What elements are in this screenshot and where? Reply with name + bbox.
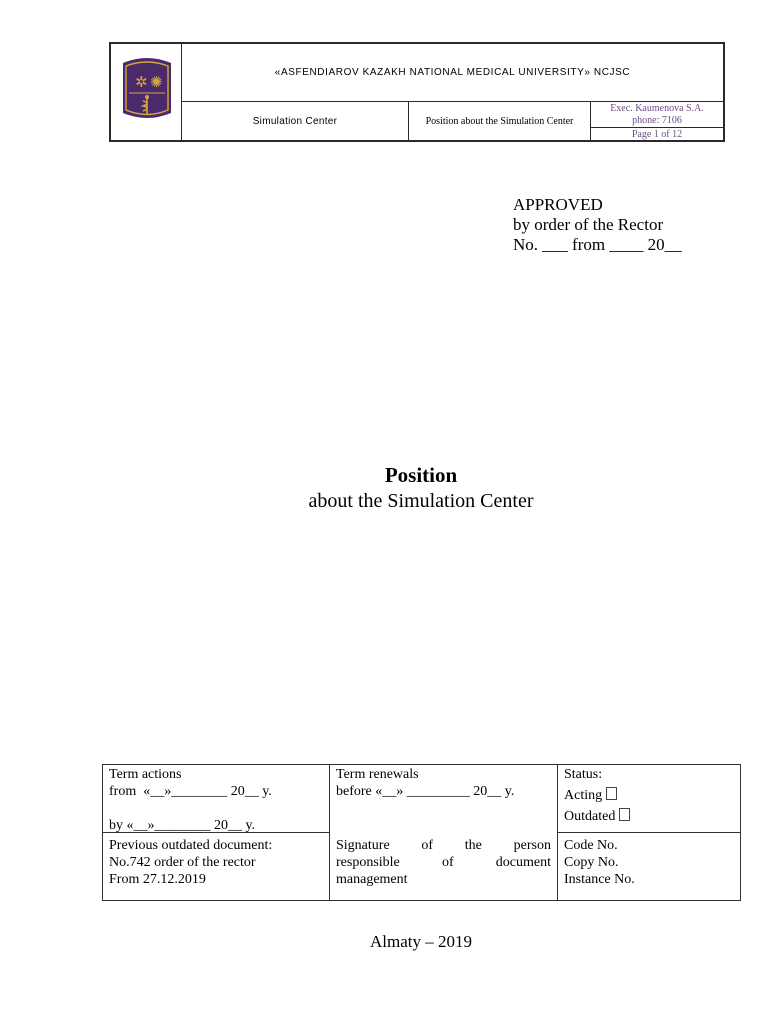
copy-number: Copy No.: [564, 855, 619, 870]
university-name: «ASFENDIAROV KAZAKH NATIONAL MEDICAL UNIVERSITY» NCJSC: [182, 44, 723, 102]
logo-cell: [111, 44, 182, 140]
outdated-checkbox[interactable]: [619, 808, 630, 821]
document-header-table: [109, 42, 725, 142]
acting-checkbox[interactable]: [606, 787, 617, 800]
codes-cell: [558, 836, 740, 900]
signature-line-3: management: [336, 872, 408, 887]
term-renewals-before: before «__» _________ 20__ y.: [336, 784, 515, 799]
university-logo: [121, 57, 173, 121]
code-number: Code No.: [564, 838, 618, 853]
status-acting-label: Acting: [564, 788, 603, 803]
status-label: Status:: [564, 767, 603, 782]
previous-document-order: No.742 order of the rector: [109, 855, 256, 870]
term-actions-by: by «__»________ 20__ y.: [109, 818, 256, 833]
term-renewals-cell: [330, 765, 558, 836]
instance-number: Instance No.: [564, 872, 635, 887]
document-info-table: [102, 764, 741, 901]
logo-glyph-left: ✲: [135, 73, 148, 91]
signature-line-2: responsible of document: [336, 855, 551, 870]
term-renewals-label: Term renewals: [336, 767, 419, 782]
approval-block: [513, 195, 682, 255]
term-actions-label: Term actions: [109, 767, 182, 782]
executor-info: [591, 102, 723, 128]
status-cell: [558, 765, 740, 836]
place-year: Almaty – 2019: [370, 932, 472, 951]
term-actions-cell: [103, 765, 330, 836]
executor-name: Exec. Kaumenova S.A.: [610, 102, 704, 114]
executor-phone: phone: 7106: [632, 114, 682, 126]
status-outdated-label: Outdated: [564, 809, 616, 824]
status-acting-row: [564, 787, 734, 804]
row-divider-right: [558, 832, 740, 833]
status-outdated-row: [564, 808, 734, 825]
row-divider-left: [103, 832, 330, 833]
page-number: Page 1 of 12: [631, 128, 683, 140]
previous-document-date: From 27.12.2019: [109, 872, 206, 887]
document-title: Position: [384, 463, 458, 487]
approval-number-date: No. ___ from ____ 20__: [513, 235, 682, 254]
term-actions-from: from «__»________ 20__ y.: [109, 784, 272, 799]
approval-by-order: by order of the Rector: [513, 215, 664, 234]
department-name: Simulation Center: [182, 102, 409, 140]
logo-glyph-right: ✺: [150, 73, 163, 91]
document-name: Position about the Simulation Center: [409, 102, 591, 140]
signature-line-1: Signature of the person: [336, 838, 551, 853]
previous-document-label: Previous outdated document:: [109, 838, 273, 853]
document-subtitle: about the Simulation Center: [308, 490, 534, 512]
signature-cell: [330, 836, 558, 900]
approval-heading: APPROVED: [513, 195, 603, 214]
previous-document-cell: [103, 836, 330, 900]
